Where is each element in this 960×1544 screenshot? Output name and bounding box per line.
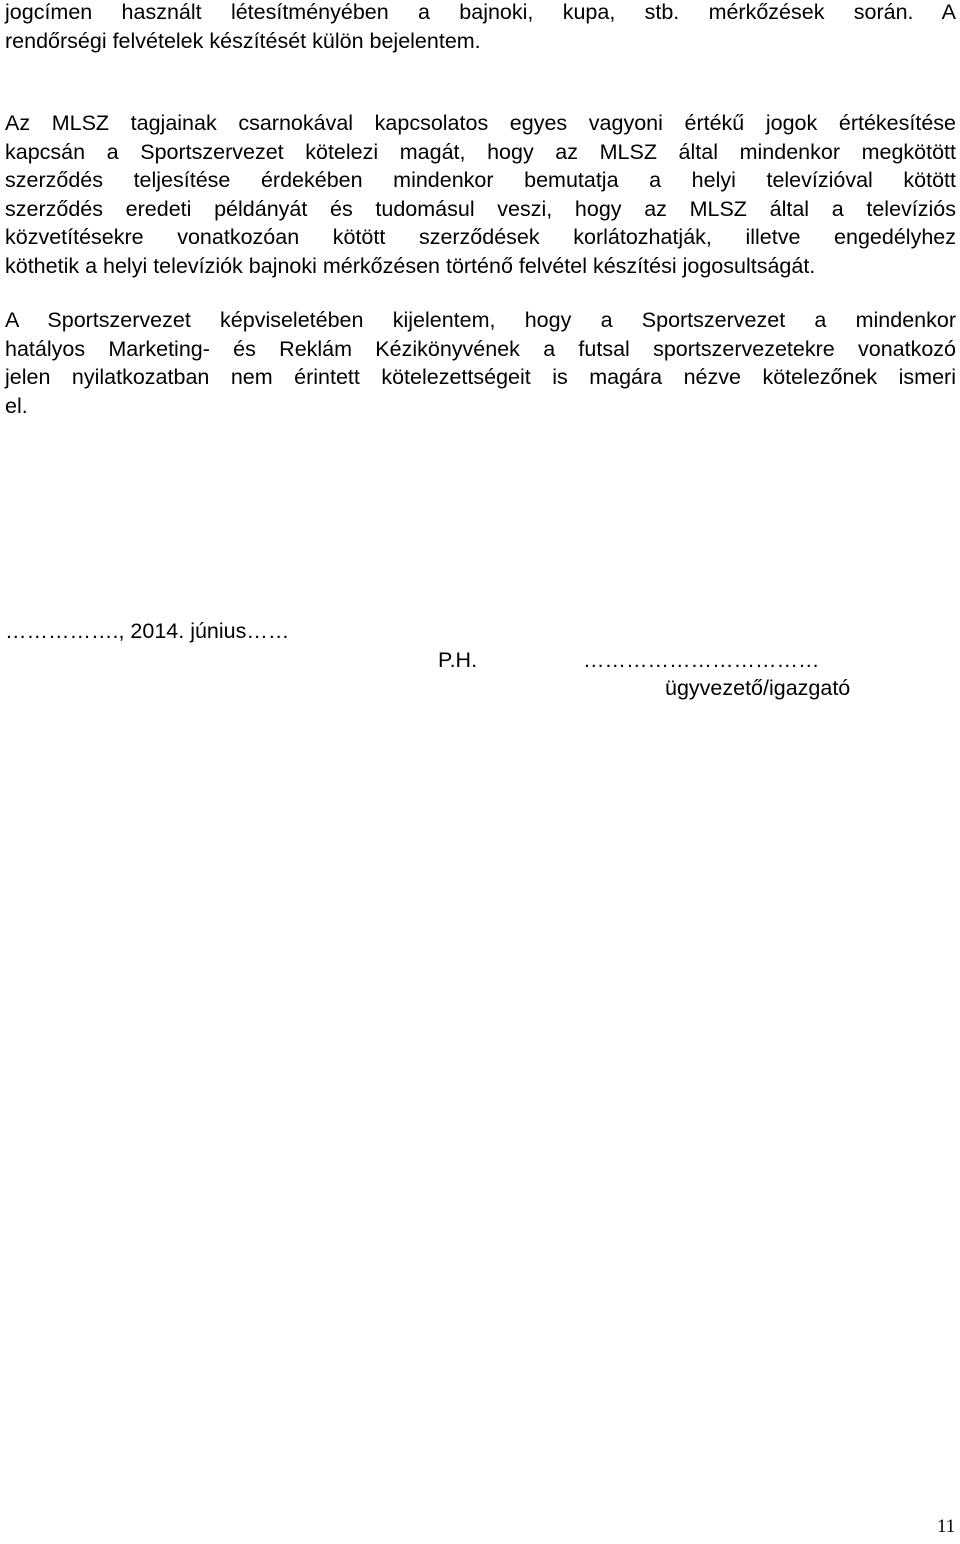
signature-line: …………………………… xyxy=(583,648,820,672)
paragraph-line: szerződés teljesítése érdekében mindenkor bemutatja a helyi televízióval kötött xyxy=(5,168,956,192)
paragraph-marketing-declaration xyxy=(5,306,956,420)
stamp-placeholder: P.H. xyxy=(438,648,478,672)
page-number: 11 xyxy=(937,1516,956,1537)
paragraph-line: közvetítésekre vonatkozóan kötött szerződések korlátozhatják, illetve engedélyhez xyxy=(5,225,956,249)
signatory-title: ügyvezető/igazgató xyxy=(665,676,851,700)
place-date-field: ……………., 2014. június…… xyxy=(5,619,290,643)
paragraph-line: jelen nyilatkozatban nem érintett kötelezettségeit is magára nézve kötelezőnek ismeri xyxy=(5,365,956,389)
paragraph-line: köthetik a helyi televíziók bajnoki mérkőzésen történő felvétel készítési jogosultságát. xyxy=(5,253,816,278)
paragraph-media-rights xyxy=(5,109,956,280)
paragraph-line: hatályos Marketing- és Reklám Kézikönyvének a futsal sportszervezetekre vonatkozó xyxy=(5,336,956,361)
paragraph-line: Az MLSZ tagjainak csarnokával kapcsolatos egyes vagyoni értékű jogok értékesítése xyxy=(5,111,956,135)
paragraph-line: A Sportszervezet képviseletében kijelentem, hogy a Sportszervezet a mindenkor xyxy=(5,308,956,332)
paragraph-line: kapcsán a Sportszervezet kötelezi magát, hogy az MLSZ által mindenkor megkötött xyxy=(5,139,956,164)
paragraph-line: rendőrségi felvételek készítését külön bejelentem. xyxy=(5,28,481,53)
paragraph-line: szerződés eredeti példányát és tudomásul veszi, hogy az MLSZ által a televíziós xyxy=(5,196,956,221)
paragraph-recording-notice xyxy=(5,0,956,55)
paragraph-line: el. xyxy=(5,393,28,418)
paragraph-line: jogcímen használt létesítményében a bajnoki, kupa, stb. mérkőzések során. A xyxy=(5,0,956,24)
